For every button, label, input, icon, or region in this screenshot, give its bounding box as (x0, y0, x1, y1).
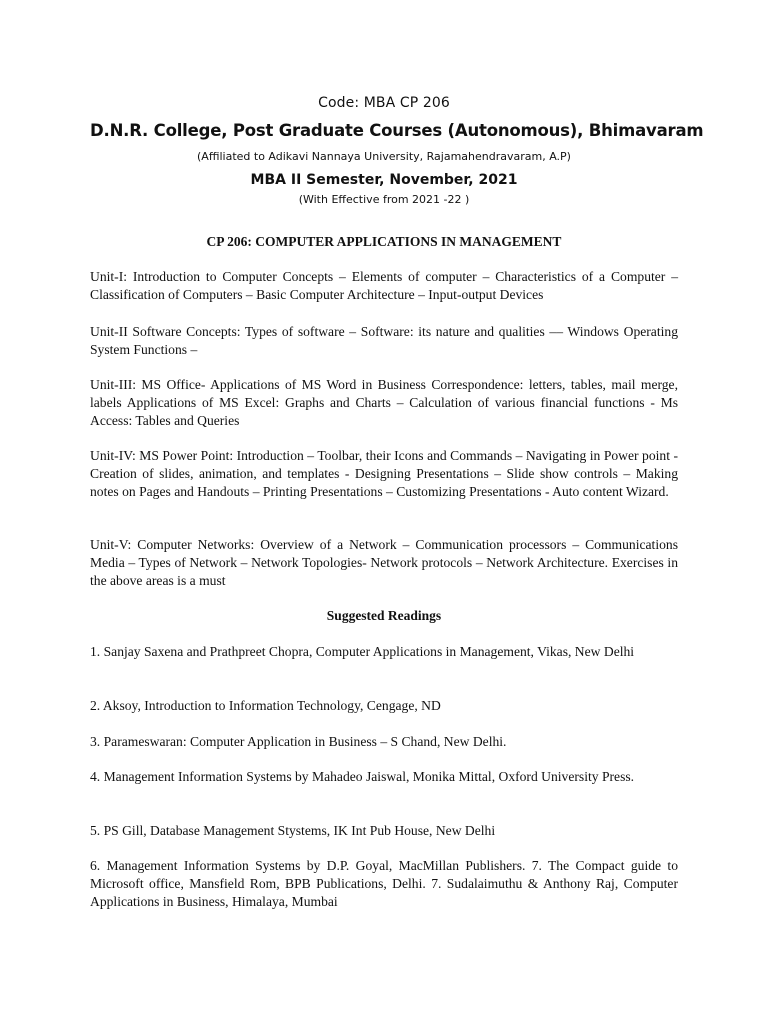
unit-3: Unit-III: MS Office- Applications of MS Word in Business Correspondence: letters, tables, mail merge, labels Applications of MS Excel: Graphs and Charts – Calculation of various financial functions - Ms Access: Tables and Queries (90, 377, 678, 428)
college-name: D.N.R. College, Post Graduate Courses (Autonomous), Bhimavaram (90, 121, 704, 140)
reading-5: 5. PS Gill, Database Management Stystems, IK Int Pub House, New Delhi (90, 823, 496, 838)
readings-title: Suggested Readings (326, 608, 442, 623)
unit-1: Unit-I: Introduction to Computer Concepts – Elements of computer – Characteristics of a Computer – Classification of Computers – Basic Computer Architecture – Input-output Devices (90, 269, 678, 302)
reading-1: 1. Sanjay Saxena and Prathpreet Chopra, Computer Applications in Management, Vikas, New Delhi (90, 644, 635, 659)
subject-title: CP 206: COMPUTER APPLICATIONS IN MANAGEMENT (206, 234, 562, 249)
reading-4: 4. Management Information Systems by Mahadeo Jaiswal, Monika Mittal, Oxford University Press. (90, 769, 635, 784)
unit-4: Unit-IV: MS Power Point: Introduction – Toolbar, their Icons and Commands – Navigating in Power point - Creation of slides, animation, and templates - Designing Presentations – Slide show controls – Making notes on Pages and Handouts – Printing Presentations – Customizing Presentations - Auto content Wizard. (90, 448, 678, 499)
semester-title: MBA II Semester, November, 2021 (250, 172, 518, 188)
reading-6: 6. Management Information Systems by D.P. Goyal, MacMillan Publishers. 7. The Compact guide to Microsoft office, Mansfield Rom, BPB Publications, Delhi. 7. Sudalaimuthu & Anthony Raj, Computer Applications in Business, Himalaya, Mumbai (90, 858, 678, 909)
course-code: Code: MBA CP 206 (318, 95, 450, 111)
syllabus-page (90, 0, 704, 1024)
unit-5: Unit-V: Computer Networks: Overview of a Network – Communication processors – Communications Media – Types of Network – Network Topologies- Network protocols – Network Architecture. Exercises in the above areas is a must (90, 537, 678, 588)
unit-2: Unit-II Software Concepts: Types of software – Software: its nature and qualities –– Windows Operating System Functions – (90, 324, 678, 357)
reading-3: 3. Parameswaran: Computer Application in Business – S Chand, New Delhi. (90, 734, 507, 749)
effective-note: (With Effective from 2021 -22 ) (298, 193, 470, 206)
reading-2: 2. Aksoy, Introduction to Information Technology, Cengage, ND (90, 698, 441, 713)
affiliation: (Affiliated to Adikavi Nannaya University, Rajamahendravaram, A.P) (197, 150, 571, 163)
